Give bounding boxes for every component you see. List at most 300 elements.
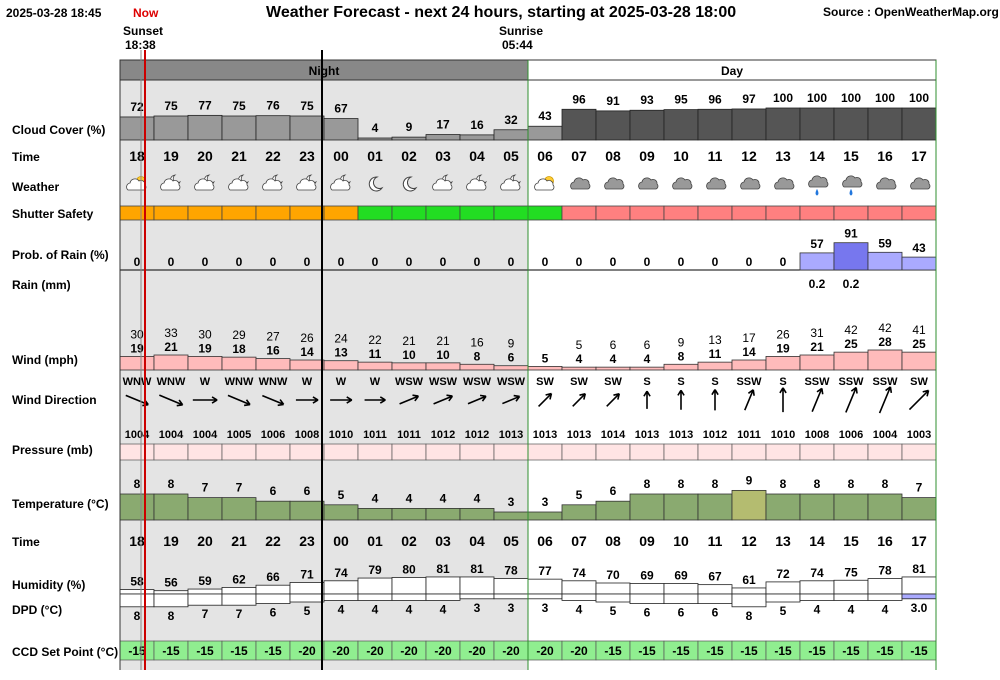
humidity-bar — [664, 584, 698, 594]
humidity-value: 58 — [130, 574, 144, 589]
humidity-value: 67 — [708, 569, 722, 584]
hour-label-2: 23 — [299, 533, 315, 549]
wind-bar — [528, 366, 562, 370]
pressure-value: 1004 — [158, 429, 184, 441]
cloud-cover-value: 75 — [164, 99, 178, 113]
cloud-cover-value: 43 — [538, 109, 552, 124]
pressure-value: 1011 — [737, 429, 761, 441]
cloud-icon — [605, 178, 624, 189]
hour-label-2: 04 — [469, 533, 485, 549]
dpd-bar — [596, 594, 630, 602]
cloud-cover-value: 4 — [371, 121, 379, 135]
pressure-value: 1012 — [430, 429, 456, 441]
pressure-value: 1013 — [566, 429, 592, 441]
hour-label-2: 10 — [673, 533, 689, 549]
cloud-cover-value: 93 — [640, 93, 654, 108]
humidity-bar — [868, 579, 902, 594]
hour-label: 22 — [265, 148, 281, 164]
wind-speed-value: 16 — [266, 343, 280, 358]
cloud-cover-bar — [902, 108, 936, 140]
ccd-value: -15 — [842, 644, 860, 658]
humidity-value: 78 — [878, 563, 892, 578]
wind-bar — [256, 359, 290, 370]
wind-gust-value: 29 — [232, 328, 246, 343]
dpd-bar — [698, 594, 732, 604]
hour-label: 09 — [639, 148, 655, 164]
pressure-cell — [392, 444, 426, 460]
dpd-value: 4 — [405, 602, 413, 617]
wind-speed-value: 21 — [164, 340, 178, 354]
rain-cloud-icon — [809, 176, 828, 195]
row-label-time: Time — [12, 150, 40, 164]
cloud-cover-bar — [494, 130, 528, 140]
ccd-value: -20 — [400, 644, 418, 658]
cloud-cover-value: 100 — [806, 91, 828, 105]
dpd-value: 4 — [847, 602, 855, 617]
rain-prob-value: 0 — [303, 255, 311, 269]
dpd-bar — [460, 594, 494, 599]
wind-speed-value: 11 — [708, 347, 722, 362]
temperature-value: 6 — [609, 484, 617, 499]
cloud-cover-value: 32 — [504, 112, 518, 127]
dpd-value: 6 — [643, 605, 651, 620]
wind-speed-value: 19 — [776, 341, 790, 356]
temperature-bar — [562, 505, 596, 520]
wind-bar — [324, 361, 358, 370]
hour-label: 05 — [503, 148, 519, 164]
wind-gust-value: 27 — [266, 329, 280, 344]
pressure-value: 1011 — [397, 429, 421, 441]
rain-prob-bar — [902, 257, 936, 270]
pressure-cell — [596, 444, 630, 460]
hour-label: 11 — [707, 148, 723, 164]
hour-label-2: 09 — [639, 533, 655, 549]
dpd-bar — [834, 594, 868, 600]
shutter-safety-cell — [562, 206, 596, 220]
hour-label-2: 22 — [265, 533, 281, 549]
ccd-value: -20 — [298, 644, 316, 658]
ccd-value: -15 — [604, 644, 622, 658]
cloud-cover-bar — [596, 111, 630, 140]
wind-speed-value: 8 — [473, 349, 481, 364]
cloud-cover-bar — [120, 117, 154, 140]
temperature-value: 3 — [507, 495, 515, 509]
cloud-cover-bar — [358, 138, 392, 140]
humidity-bar — [120, 590, 154, 594]
row-label-prob-rain: Prob. of Rain (%) — [12, 248, 109, 262]
temperature-bar — [902, 498, 936, 520]
humidity-bar — [902, 577, 936, 594]
wind-direction-label: W — [301, 376, 313, 388]
dpd-value: 6 — [677, 605, 685, 620]
rain-prob-value: 0 — [643, 255, 651, 269]
row-label-cloud-cover: Cloud Cover (%) — [12, 123, 106, 137]
pressure-value: 1003 — [906, 429, 932, 441]
wind-speed-value: 28 — [878, 335, 892, 349]
humidity-value: 81 — [470, 561, 484, 576]
temperature-value: 4 — [473, 491, 481, 506]
humidity-value: 81 — [912, 561, 926, 576]
humidity-value: 79 — [368, 563, 382, 578]
wind-speed-value: 4 — [643, 352, 651, 367]
rain-prob-value: 0 — [371, 255, 379, 269]
wind-direction-label: S — [779, 376, 787, 388]
pressure-value: 1012 — [464, 429, 490, 441]
hour-label: 15 — [843, 148, 859, 164]
pressure-value: 1010 — [770, 429, 796, 441]
pressure-cell — [766, 444, 800, 460]
rain-prob-value: 0 — [541, 255, 549, 269]
pressure-cell — [664, 444, 698, 460]
hour-label-2: 05 — [503, 533, 519, 549]
wind-bar — [868, 350, 902, 370]
rain-prob-value: 0 — [507, 255, 515, 269]
wind-speed-value: 11 — [368, 347, 382, 362]
pressure-value: 1013 — [498, 429, 524, 441]
temperature-bar — [392, 508, 426, 520]
dpd-value: 3 — [507, 600, 515, 615]
wind-speed-value: 25 — [844, 337, 858, 352]
wind-gust-value: 21 — [402, 333, 416, 348]
wind-bar — [698, 362, 732, 370]
cloud-cover-bar — [154, 116, 188, 140]
dpd-bar — [868, 594, 902, 600]
hour-label: 01 — [367, 148, 383, 164]
shutter-safety-cell — [290, 206, 324, 220]
temperature-bar — [528, 512, 562, 520]
rain-prob-value: 59 — [878, 236, 892, 251]
wind-direction-label: SSW — [872, 376, 898, 388]
rain-mm-value: 0.2 — [808, 277, 826, 291]
dpd-value: 5 — [303, 604, 311, 618]
hour-label-2: 12 — [741, 533, 757, 549]
ccd-value: -15 — [706, 644, 724, 658]
row-label-pressure: Pressure (mb) — [12, 443, 93, 457]
rain-prob-bar — [834, 243, 868, 270]
wind-direction-arrow — [573, 394, 586, 407]
humidity-bar — [392, 578, 426, 595]
wind-speed-value: 6 — [507, 350, 515, 365]
rain-prob-bar — [800, 253, 834, 270]
temperature-bar — [120, 494, 154, 520]
wind-bar — [120, 356, 154, 370]
hour-label: 19 — [163, 148, 179, 164]
cloud-cover-value: 97 — [742, 91, 756, 106]
cloud-cover-bar — [426, 135, 460, 140]
temperature-bar — [868, 494, 902, 520]
wind-direction-label: W — [335, 376, 347, 388]
cloud-cover-bar — [460, 135, 494, 140]
wind-gust-value: 13 — [708, 333, 722, 348]
wind-gust-value: 31 — [810, 326, 824, 340]
shutter-safety-cell — [902, 206, 936, 220]
ccd-value: -15 — [774, 644, 792, 658]
wind-gust-value: 17 — [742, 331, 756, 345]
wind-direction-arrow — [607, 394, 620, 407]
sunrise-time: 05:44 — [502, 38, 533, 52]
cloud-cover-bar — [834, 108, 868, 140]
cloud-icon — [741, 178, 760, 189]
wind-bar — [834, 352, 868, 370]
shutter-safety-cell — [426, 206, 460, 220]
row-label-wind: Wind (mph) — [12, 353, 78, 367]
temperature-bar — [766, 494, 800, 520]
shutter-safety-cell — [154, 206, 188, 220]
dpd-bar — [120, 594, 154, 607]
dpd-value: 4 — [439, 602, 447, 617]
rain-prob-value: 0 — [201, 255, 209, 269]
pressure-cell — [460, 444, 494, 460]
pressure-value: 1006 — [838, 429, 864, 441]
pressure-cell — [256, 444, 290, 460]
hour-label: 07 — [571, 148, 587, 164]
pressure-value: 1008 — [294, 429, 320, 441]
night-label: Night — [308, 64, 340, 78]
hour-label: 04 — [469, 148, 485, 164]
dpd-value: 6 — [711, 605, 719, 620]
pressure-cell — [120, 444, 154, 460]
shutter-safety-cell — [120, 206, 154, 220]
pressure-cell — [902, 444, 936, 460]
ccd-value: -20 — [570, 644, 588, 658]
wind-gust-value: 5 — [575, 338, 583, 353]
humidity-value: 77 — [538, 564, 552, 579]
wind-bar — [766, 356, 800, 370]
wind-bar — [188, 356, 222, 370]
ccd-value: -15 — [230, 644, 248, 658]
shutter-safety-cell — [868, 206, 902, 220]
humidity-bar — [596, 583, 630, 594]
humidity-bar — [324, 581, 358, 594]
hour-label: 12 — [741, 148, 757, 164]
temperature-value: 8 — [881, 477, 889, 491]
temperature-bar — [596, 501, 630, 520]
shutter-safety-cell — [698, 206, 732, 220]
wind-bar — [630, 367, 664, 370]
partly-cloudy-day-icon — [535, 177, 554, 191]
cloud-cover-bar — [630, 110, 664, 140]
day-label: Day — [720, 64, 744, 78]
cloud-icon — [775, 178, 794, 189]
hour-label-2: 17 — [911, 533, 927, 549]
wind-speed-value: 4 — [609, 352, 617, 367]
shutter-safety-cell — [596, 206, 630, 220]
wind-speed-value: 19 — [198, 341, 212, 356]
wind-direction-label: SW — [536, 376, 554, 388]
wind-gust-value: 16 — [470, 335, 484, 350]
hour-label: 10 — [673, 148, 689, 164]
wind-direction-arrow — [644, 391, 650, 409]
rain-prob-value: 0 — [439, 255, 447, 269]
ccd-value: -15 — [672, 644, 690, 658]
row-label-humidity: Humidity (%) — [12, 578, 86, 592]
hour-label: 03 — [435, 148, 451, 164]
pressure-cell — [426, 444, 460, 460]
pressure-cell — [222, 444, 256, 460]
humidity-value: 75 — [844, 565, 858, 580]
wind-speed-value: 18 — [232, 342, 246, 357]
cloud-icon — [911, 178, 930, 189]
shutter-safety-cell — [188, 206, 222, 220]
hour-label: 20 — [197, 148, 213, 164]
cloud-cover-bar — [188, 115, 222, 140]
cloud-cover-bar — [562, 109, 596, 140]
cloud-cover-value: 75 — [232, 99, 246, 113]
cloud-cover-bar — [324, 119, 358, 140]
page-title: Weather Forecast - next 24 hours, starting at 2025-03-28 18:00 — [266, 4, 737, 21]
cloud-cover-value: 16 — [470, 117, 484, 132]
cloud-cover-value: 77 — [198, 98, 212, 113]
cloud-cover-bar — [290, 116, 324, 140]
cloud-cover-value: 75 — [300, 99, 314, 113]
hour-label-2: 15 — [843, 533, 859, 549]
rain-prob-value: 0 — [677, 255, 685, 269]
humidity-bar — [290, 582, 324, 594]
temperature-value: 4 — [439, 491, 447, 506]
pressure-value: 1005 — [226, 429, 252, 441]
cloud-cover-bar — [392, 137, 426, 140]
hour-label-2: 01 — [367, 533, 383, 549]
dpd-bar — [426, 594, 460, 600]
humidity-value: 66 — [266, 570, 280, 585]
dpd-value: 4 — [337, 602, 345, 617]
wind-bar — [732, 360, 766, 370]
rain-prob-value: 0 — [133, 255, 141, 269]
rain-prob-value: 0 — [473, 255, 481, 269]
hour-label-2: 00 — [333, 533, 349, 549]
temperature-value: 8 — [847, 477, 855, 491]
pressure-cell — [630, 444, 664, 460]
timestamp: 2025-03-28 18:45 — [6, 6, 102, 20]
ccd-value: -20 — [332, 644, 350, 658]
humidity-bar — [358, 578, 392, 594]
temperature-bar — [222, 498, 256, 520]
pressure-value: 1006 — [260, 429, 286, 441]
wind-bar — [222, 357, 256, 370]
wind-bar — [664, 364, 698, 370]
humidity-bar — [154, 591, 188, 594]
wind-direction-label: SSW — [838, 376, 864, 388]
dpd-value: 4 — [371, 602, 379, 617]
cloud-cover-bar — [732, 109, 766, 140]
wind-direction-label: WNW — [156, 376, 186, 388]
wind-direction-label: WNW — [224, 376, 254, 388]
rain-prob-value: 0 — [609, 255, 617, 269]
hour-label-2: 08 — [605, 533, 621, 549]
pressure-cell — [562, 444, 596, 460]
wind-direction-label: WSW — [394, 376, 424, 388]
dpd-value: 4 — [881, 602, 889, 617]
hour-label: 13 — [775, 148, 791, 164]
cloud-icon — [571, 178, 590, 189]
humidity-bar — [698, 585, 732, 594]
wind-gust-value: 41 — [912, 323, 926, 338]
cloud-cover-value: 17 — [436, 117, 450, 132]
shutter-safety-cell — [494, 206, 528, 220]
cloud-cover-value: 100 — [874, 91, 896, 105]
rain-prob-bar — [868, 252, 902, 270]
cloud-icon — [707, 178, 726, 189]
humidity-bar — [732, 588, 766, 594]
wind-direction-arrow — [909, 390, 928, 409]
rain-prob-value: 43 — [912, 241, 926, 256]
row-label-ccd-set-point: CCD Set Point (°C) — [12, 645, 119, 659]
sunset-time: 18:38 — [125, 38, 156, 52]
pressure-cell — [154, 444, 188, 460]
dpd-value: 6 — [269, 605, 277, 620]
rain-prob-value: 0 — [405, 255, 413, 269]
dpd-bar — [290, 594, 324, 602]
cloud-cover-bar — [868, 108, 902, 140]
temperature-value: 6 — [303, 484, 311, 499]
shutter-safety-cell — [222, 206, 256, 220]
wind-gust-value: 24 — [334, 331, 348, 346]
temperature-bar — [290, 501, 324, 520]
pressure-value: 1013 — [634, 429, 660, 441]
wind-gust-value: 9 — [507, 336, 515, 351]
shutter-safety-cell — [732, 206, 766, 220]
dpd-bar — [222, 594, 256, 605]
rain-prob-value: 0 — [711, 255, 719, 269]
hour-label-2: 18 — [129, 533, 145, 549]
dpd-value: 3 — [541, 600, 549, 615]
dpd-value: 8 — [133, 608, 141, 623]
source-credit: Source : OpenWeatherMap.org — [823, 5, 999, 19]
ccd-value: -15 — [128, 644, 146, 658]
pressure-cell — [834, 444, 868, 460]
wind-direction-arrow — [846, 388, 857, 413]
wind-direction-label: S — [643, 376, 651, 388]
pressure-value: 1004 — [872, 429, 898, 441]
wind-direction-arrow — [812, 388, 823, 411]
ccd-value: -15 — [808, 644, 826, 658]
wind-gust-value: 26 — [776, 327, 790, 342]
wind-speed-value: 5 — [541, 351, 549, 366]
pressure-value: 1004 — [192, 429, 218, 441]
pressure-value: 1008 — [804, 429, 830, 441]
humidity-bar — [256, 585, 290, 594]
cloud-cover-value: 96 — [572, 92, 586, 107]
wind-direction-label: W — [199, 376, 211, 388]
wind-direction-arrow — [880, 387, 892, 413]
wind-direction-label: SW — [570, 376, 588, 388]
wind-gust-value: 9 — [677, 335, 685, 350]
row-label-time-2: Time — [12, 535, 40, 549]
rain-prob-value: 57 — [810, 236, 824, 251]
pressure-value: 1010 — [328, 429, 354, 441]
temperature-value: 7 — [235, 480, 243, 495]
ccd-value: -20 — [468, 644, 486, 658]
wind-gust-value: 21 — [436, 333, 450, 348]
wind-speed-value: 14 — [742, 345, 756, 359]
shutter-safety-cell — [324, 206, 358, 220]
dpd-bar — [324, 594, 358, 600]
humidity-value: 71 — [300, 567, 314, 582]
ccd-value: -20 — [366, 644, 384, 658]
temperature-bar — [698, 494, 732, 520]
dpd-bar — [528, 594, 562, 599]
dpd-bar — [494, 594, 528, 599]
wind-direction-label: WSW — [496, 376, 526, 388]
hour-label: 14 — [809, 148, 825, 164]
temperature-bar — [154, 494, 188, 520]
wind-gust-value: 26 — [300, 331, 314, 345]
sunrise-label: Sunrise — [499, 24, 544, 38]
cloud-cover-value: 91 — [606, 93, 620, 108]
hour-label-2: 21 — [231, 533, 247, 549]
temperature-bar — [732, 490, 766, 520]
wind-bar — [358, 362, 392, 370]
